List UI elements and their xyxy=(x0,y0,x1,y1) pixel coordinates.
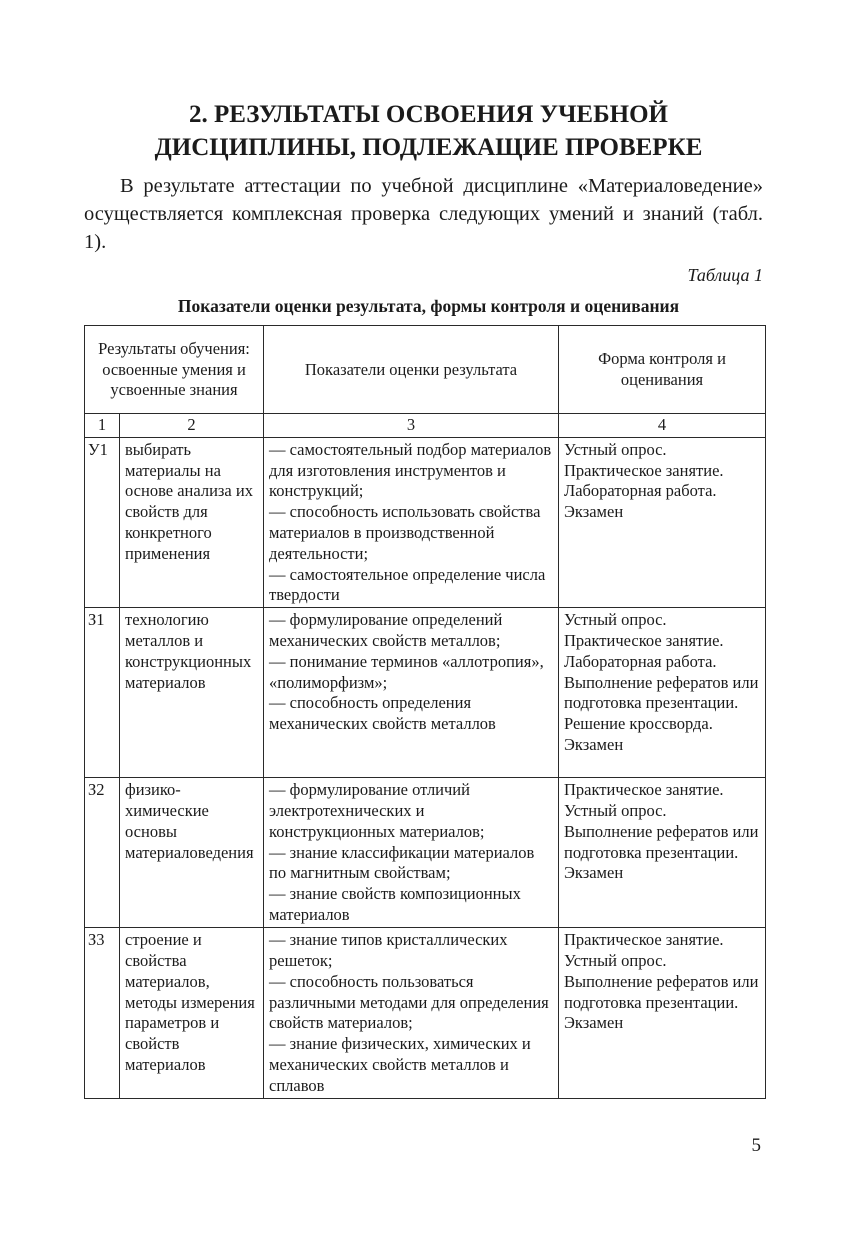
form-item: Выполнение рефератов или подготовка презентации. xyxy=(564,672,759,713)
row-result: физико-химические основы материаловедения xyxy=(120,778,264,928)
table-row xyxy=(85,608,766,778)
indicator-item: — самостоятельный подбор материалов для изготовления инструментов и конструкций; xyxy=(269,439,552,501)
header-forms: Форма контроля и оценивания xyxy=(559,326,766,414)
row-indicators xyxy=(264,778,559,928)
table-row xyxy=(85,437,766,607)
form-item: Выполнение рефератов или подготовка презентации. xyxy=(564,821,759,862)
col-number: 1 xyxy=(85,414,120,438)
indicator-item: — понимание терминов «аллотропия», «полиморфизм»; xyxy=(269,651,544,692)
row-indicators xyxy=(264,928,559,1098)
table-row xyxy=(85,928,766,1098)
table-caption: Показатели оценки результата, формы контроля и оценивания xyxy=(177,296,680,316)
form-item: Практическое занятие. xyxy=(564,630,724,650)
table-label: Таблица 1 xyxy=(687,265,763,285)
table-row xyxy=(85,778,766,928)
indicator-item: — формулирование определений механических свойств металлов; xyxy=(269,610,503,650)
indicator-item: — знание свойств композиционных материалов xyxy=(269,884,521,924)
col-number: 3 xyxy=(264,414,559,438)
indicator-item: — знание типов кристаллических решеток; xyxy=(269,930,508,970)
row-result: технологию металлов и конструкционных материалов xyxy=(120,608,264,778)
indicator-item: — знание физических, химических и механических свойств металлов и сплавов xyxy=(269,1034,531,1095)
row-code: З2 xyxy=(85,778,120,928)
row-result: строение и свойства материалов, методы измерения параметров и свойств материалов xyxy=(120,928,264,1098)
row-forms xyxy=(559,928,766,1098)
header-results: Результаты обучения: освоенные умения и усвоенные знания xyxy=(85,326,264,414)
form-item: Экзамен xyxy=(564,1013,624,1033)
row-result: выбирать материалы на основе анализа их свойств для конкретного применения xyxy=(120,437,264,607)
row-code: З3 xyxy=(85,928,120,1098)
col-number: 4 xyxy=(559,414,766,438)
header-indicators: Показатели оценки результата xyxy=(264,326,559,414)
row-code: З1 xyxy=(85,608,120,778)
form-item: Выполнение рефератов или подготовка презентации. xyxy=(564,971,759,1012)
form-item: Лабораторная работа. xyxy=(564,481,717,501)
row-code: У1 xyxy=(85,437,120,607)
section-title-line1: 2. РЕЗУЛЬТАТЫ ОСВОЕНИЯ УЧЕБНОЙ xyxy=(189,101,668,128)
indicator-item: — самостоятельное определение числа твердости xyxy=(269,564,546,605)
form-item: Практическое занятие. xyxy=(564,780,724,800)
row-forms xyxy=(559,437,766,607)
form-item: Устный опрос. xyxy=(564,800,667,820)
form-item: Экзамен xyxy=(564,734,624,754)
form-item: Устный опрос. xyxy=(564,610,667,630)
form-item: Экзамен xyxy=(564,502,624,522)
indicator-item: — знание классификации материалов по магнитным свойствам; xyxy=(269,842,535,883)
indicator-item: — формулирование отличий электротехнических и конструкционных материалов; xyxy=(269,780,485,841)
form-item: Решение кроссворда. xyxy=(564,714,713,734)
results-table xyxy=(84,325,766,1099)
indicator-item: — способность определения механических свойств металлов xyxy=(269,693,496,734)
row-forms xyxy=(559,778,766,928)
page-number: 5 xyxy=(751,1135,761,1156)
row-forms xyxy=(559,608,766,778)
intro-paragraph: В результате аттестации по учебной дисциплине «Материаловедение» осуществляется комплексная проверка следующих умений и знаний (табл. 1). xyxy=(84,175,763,253)
row-indicators xyxy=(264,608,559,778)
form-item: Экзамен xyxy=(564,863,624,883)
form-item: Устный опрос. xyxy=(564,439,667,459)
section-title-line2: ДИСЦИПЛИНЫ, ПОДЛЕЖАЩИЕ ПРОВЕРКЕ xyxy=(154,134,703,161)
form-item: Устный опрос. xyxy=(564,950,667,970)
form-item: Лабораторная работа. xyxy=(564,651,717,671)
indicator-item: — способность использовать свойства материалов в производственной деятельности; xyxy=(269,502,541,563)
form-item: Практическое занятие. xyxy=(564,460,724,480)
col-number: 2 xyxy=(120,414,264,438)
form-item: Практическое занятие. xyxy=(564,930,724,950)
row-indicators xyxy=(264,437,559,607)
indicator-item: — способность пользоваться различными методами для определения свойств материалов; xyxy=(269,971,549,1033)
